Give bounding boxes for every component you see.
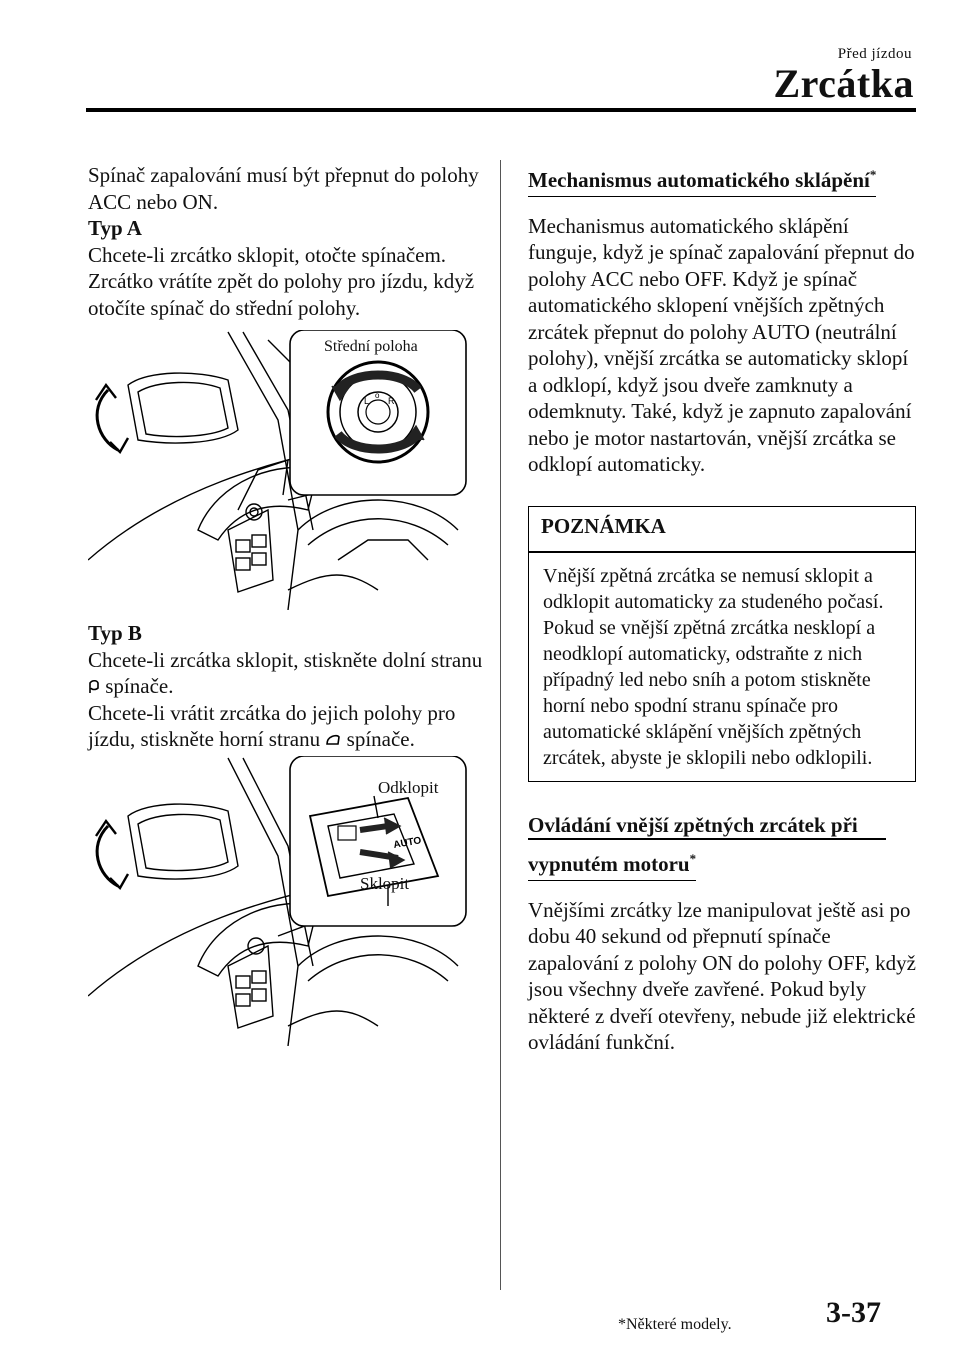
section-label: Před jízdou (837, 46, 912, 62)
mirror-unfold-icon (325, 732, 341, 748)
left-column (88, 162, 488, 321)
auto-fold-paragraph: Mechanismus automatického sklápění funguje, když je spínač zapalování přepnut do polohy ACC nebo OFF. Když je spínač automatického sklopení vnějších zpětných zrcátek přepnut do polohy AUTO (neutrální polohy), vnější zrcátka se automaticky sklopí a odklopí, když jsou dveře zamknuty a odemknuty. Také, když je zapnuto zapalování nebo je motor nastartován, vnější zrcátka se odklopí automaticky. (528, 213, 915, 476)
type-b-text-1 (88, 647, 488, 700)
type-b-text-2-before: Chcete-li vrátit zrcátka do jejich polohy pro jízdu, stiskněte horní stranu (88, 700, 456, 751)
auto-fold-heading (528, 162, 876, 197)
figure-a-label: Střední poloha (324, 338, 418, 355)
type-a-label: Typ A (88, 216, 142, 240)
engine-off-heading-line2-text: vypnutém motoru (528, 852, 690, 876)
engine-off-paragraph: Vnějšími zrcátky lze manipulovat ještě asi po dobu 40 sekund od přepnutí spínače zapalování z polohy ON do polohy OFF, když jsou všechny dveře zavřené. Pokud byly některé z dveří otevřeny, nebude již elektrické ovládání funkční. (528, 897, 916, 1054)
svg-text:o: o (375, 391, 380, 400)
type-b-text-2-after: spínače. (346, 727, 415, 751)
engine-off-heading-line2 (528, 846, 696, 881)
note-title: POZNÁMKA (541, 513, 666, 538)
figure-b-label-fold: Sklopit (360, 874, 410, 893)
type-a-text: Chcete-li zrcátko sklopit, otočte spínačem. Zrcátko vrátíte zpět do polohy pro jízdu, když otočíte spínač do střední polohy. (88, 242, 475, 320)
type-b-label: Typ B (88, 621, 142, 645)
type-b-block (88, 620, 488, 753)
footnote: *Některé modely. (618, 1316, 732, 1333)
engine-off-heading-asterisk: * (689, 851, 697, 866)
svg-text:L: L (364, 396, 370, 406)
note-box (528, 506, 916, 782)
note-text-2: Pokud se vnější zpětná zrcátka nesklopí a neodklopí automaticky, odstraňte z nich případný led nebo sníh a potom stiskněte horní nebo spodní stranu spínače pro automatické sklápění vnějších zpětných zrcátek, abyste je sklopili nebo odklopili. (543, 616, 876, 769)
page-number: 3-37 (826, 1296, 881, 1329)
figure-type-a (88, 330, 468, 610)
type-b-text-2 (88, 700, 488, 753)
note-body (529, 553, 915, 781)
mirror-fold-icon (88, 679, 100, 695)
switch-auto-text: AUTO (392, 835, 423, 851)
intro-paragraph: Spínač zapalování musí být přepnut do polohy ACC nebo ON. (88, 163, 479, 214)
header-rule (86, 108, 916, 112)
right-column (528, 162, 916, 1056)
column-divider (500, 160, 501, 1290)
svg-text:R: R (388, 396, 395, 406)
auto-fold-heading-asterisk: * (869, 167, 877, 182)
figure-b-label-unfold: Odklopit (378, 778, 439, 797)
figure-type-b (88, 756, 468, 1046)
chapter-title: Zrcátka (773, 61, 914, 106)
type-b-text-1-before: Chcete-li zrcátka sklopit, stiskněte dolní stranu (88, 647, 483, 672)
type-b-text-1-after: spínače. (105, 674, 174, 698)
engine-off-heading-line1: Ovládání vnější zpětných zrcátek při (528, 812, 858, 837)
auto-fold-heading-text: Mechanismus automatického sklápění (528, 168, 870, 192)
note-text-1: Vnější zpětná zrcátka se nemusí sklopit a odklopit automaticky za studeného počasí. (543, 564, 884, 613)
